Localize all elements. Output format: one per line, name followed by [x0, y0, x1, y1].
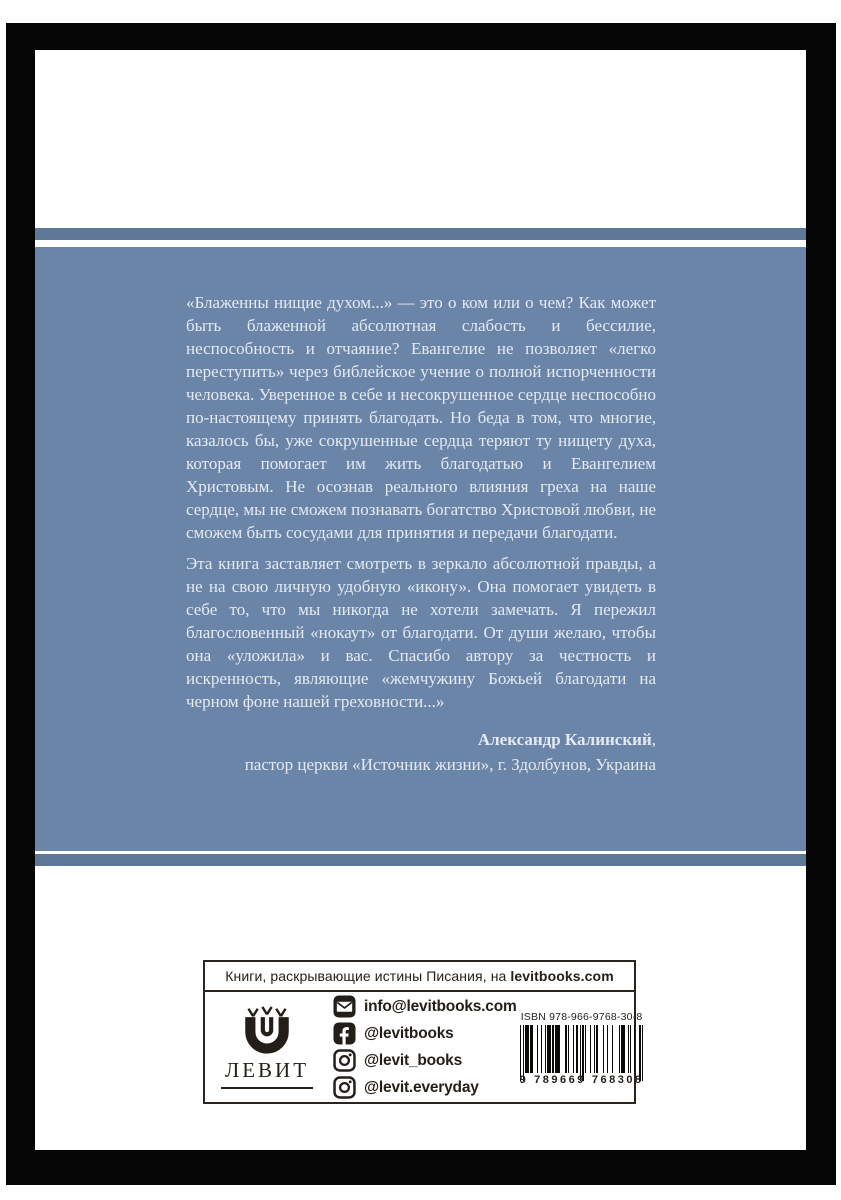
publisher-contacts: [321, 995, 517, 1099]
label-header-text: Книги, раскрывающие истины Писания, на: [225, 968, 511, 984]
label-header-site: levitbooks.com: [510, 968, 614, 984]
barcode-digits: [517, 1074, 647, 1086]
decorative-stripe-bottom: [35, 854, 806, 866]
contact-row: [333, 995, 517, 1018]
signature-name: Александр Калинский: [477, 730, 652, 749]
testimonial-signature: [186, 727, 656, 777]
instagram-icon: [333, 1049, 356, 1072]
publisher-label-header: [205, 962, 634, 992]
instagram-icon: [333, 1076, 356, 1099]
barcode-digit-group: 9: [519, 1073, 529, 1086]
barcode-digit-group: 768308: [591, 1073, 644, 1086]
signature-comma: ,: [651, 730, 656, 749]
publisher-logo: [213, 1006, 321, 1089]
signature-name-line: [186, 727, 656, 752]
back-cover-page: [35, 50, 806, 1150]
contact-handle: info@levitbooks.com: [364, 997, 517, 1015]
isbn-barcode-block: [517, 1009, 647, 1086]
testimonial-panel: [35, 247, 806, 851]
contact-handle: @levit.everyday: [364, 1078, 479, 1096]
contact-row: [333, 1076, 517, 1099]
facebook-icon: [333, 1022, 356, 1045]
contact-row: [333, 1049, 517, 1072]
publisher-label: [203, 960, 644, 1104]
barcode-digit-group: 789669: [534, 1073, 586, 1086]
barcode-bars: [517, 1025, 647, 1081]
publisher-label-body: [205, 992, 644, 1102]
contact-handle: @levitbooks: [364, 1024, 454, 1042]
testimonial-paragraph: Эта книга заставляет смотреть в зеркало абсолютной правды, а не на свою личную удобную «икону». Она помогает увидеть в себе то, что мы никогда не хотели замечать. Я пережил благословенный «нокаут» от благодати. От души желаю, чтобы она «уложила» и вас. Спасибо автору за честность и искренность, являющие «жемчужину Божьей благодати на черном фоне нашей греховности...»: [186, 554, 656, 711]
book-cover-background: [6, 23, 836, 1185]
publisher-logo-text: ЛЕВИТ: [224, 1057, 310, 1082]
signature-role: пастор церкви «Источник жизни», г. Здолбунов, Украина: [244, 755, 656, 774]
contact-handle: @levit_books: [364, 1051, 462, 1069]
publisher-logo-underline: [221, 1087, 313, 1089]
email-icon: [333, 995, 356, 1018]
isbn-number: ISBN 978-966-9768-30-8: [520, 1010, 643, 1023]
levit-menorah-icon: [236, 1006, 298, 1056]
decorative-stripe-top: [35, 228, 806, 240]
contact-row: [333, 1022, 517, 1045]
testimonial-paragraph: «Блаженны нищие духом...» — это о ком или о чем? Как может быть блаженной абсолютная слабость и бессилие, неспособность и отчаяние? Евангелие не позволяет «легко переступить» через библейское учение о полной испорченности человека. Уверенное в себе и несокрушенное сердце неспособно по-настоящему принять благодать. Но беда в том, что многие, казалось бы, уже сокрушенные сердца теряют ту нищету духа, которая помогает им жить благодатью и Евангелием Христовым. Не осознав реального влияния греха на наше сердце, мы не сможем познавать богатство Христовой любви, не сможем быть сосудами для принятия и передачи благодати.: [186, 293, 656, 542]
testimonial-paragraphs: [186, 291, 656, 713]
testimonial-text-block: [186, 291, 656, 777]
